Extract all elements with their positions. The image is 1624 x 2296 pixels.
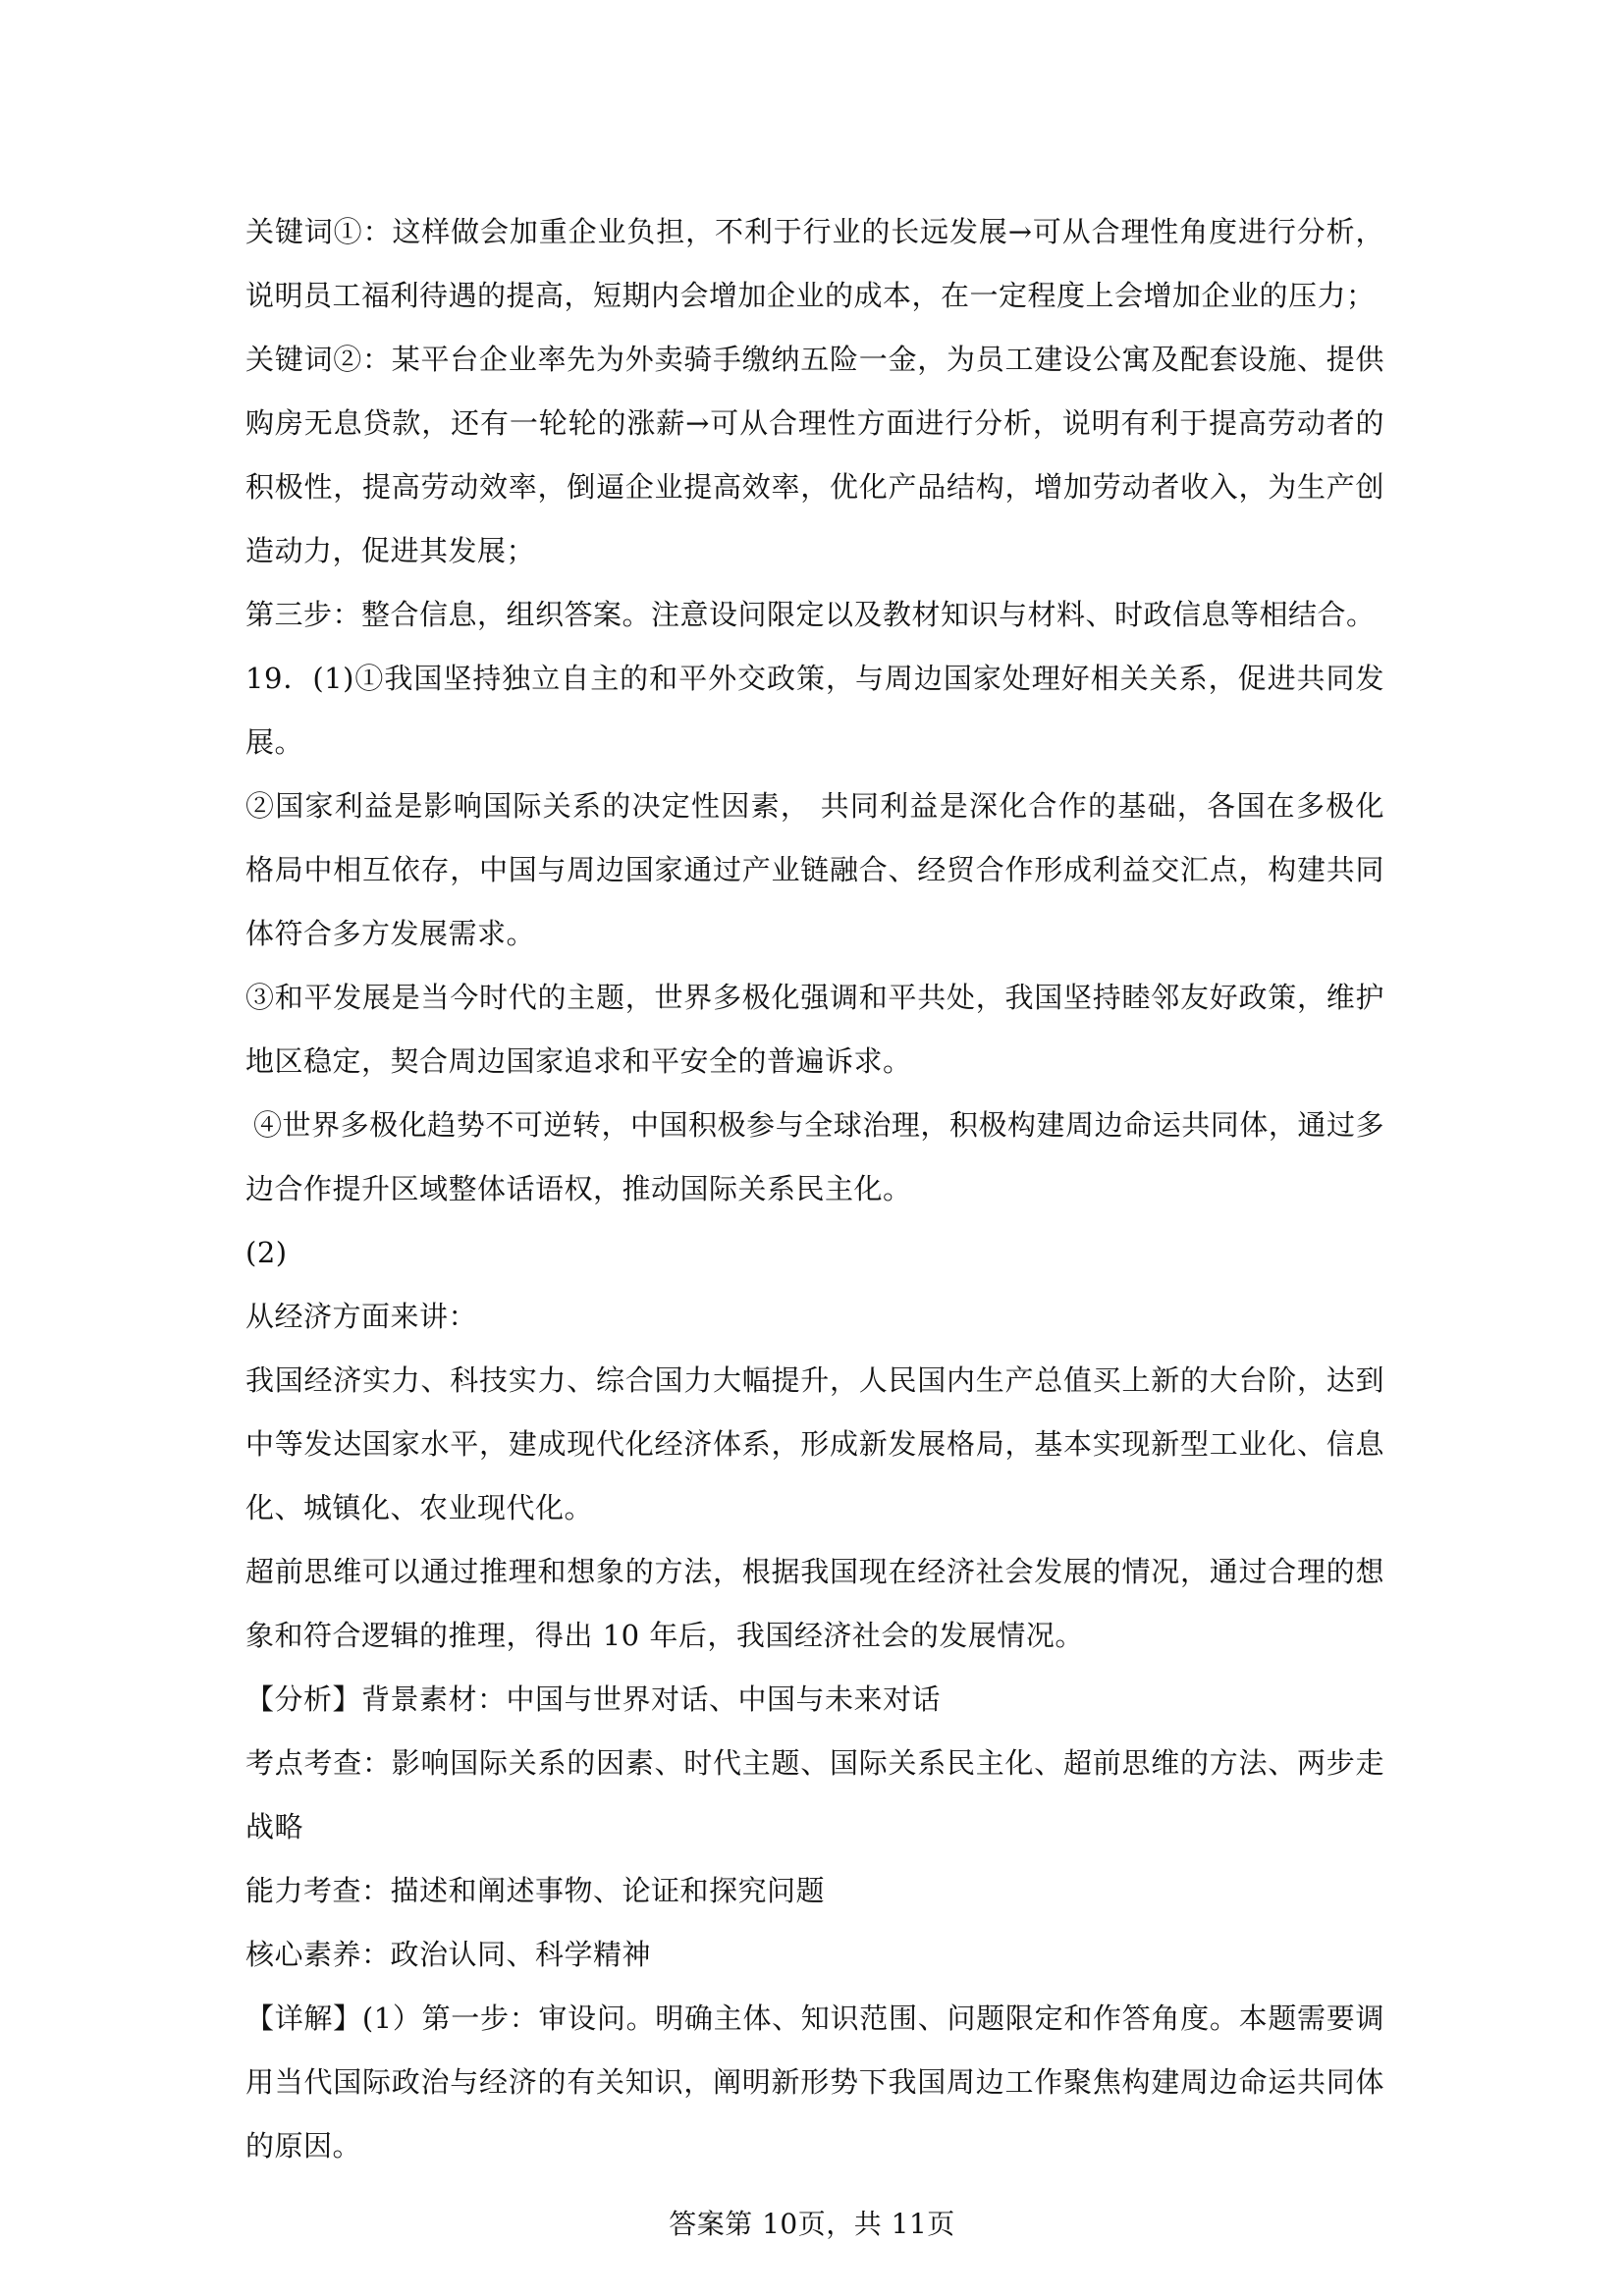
keyword-1-paragraph: 关键词①：这样做会加重企业负担，不利于行业的长远发展→可从合理性角度进行分析，说明员工福利待遇的提高，短期内会增加企业的成本，在一定程度上会增加企业的压力；	[245, 215, 1384, 312]
question-19-part-2-label: (2)	[245, 1236, 288, 1269]
forward-thinking-paragraph: 超前思维可以通过推理和想象的方法，根据我国现在经济社会发展的情况，通过合理的想象和符合逻辑的推理，得出 10 年后，我国经济社会的发展情况。	[245, 1555, 1384, 1652]
question-19-part-1-point-2: ②国家利益是影响国际关系的决定性因素， 共同利益是深化合作的基础，各国在多极化格局中相互依存，中国与周边国家通过产业链融合、经贸合作形成利益交汇点，构建共同体符合多方发展需求。	[245, 789, 1384, 950]
economic-aspect-paragraph: 我国经济实力、科技实力、综合国力大幅提升，人民国内生产总值买上新的大台阶，达到中等发达国家水平，建成现代化经济体系，形成新发展格局，基本实现新型工业化、信息化、城镇化、农业现代化。	[245, 1363, 1384, 1524]
economic-aspect-heading: 从经济方面来讲：	[245, 1300, 478, 1333]
keyword-2-paragraph: 关键词②：某平台企业率先为外卖骑手缴纳五险一金，为员工建设公寓及配套设施、提供购房无息贷款，还有一轮轮的涨薪→可从合理性方面进行分析，说明有利于提高劳动者的积极性，提高劳动效率，倒逼企业提高效率，优化产品结构，增加劳动者收入，为生产创造动力，促进其发展；	[245, 343, 1384, 567]
analysis-knowledge-points: 考点考查：影响国际关系的因素、时代主题、国际关系民主化、超前思维的方法、两步走战略	[245, 1746, 1384, 1843]
step-3-paragraph: 第三步：整合信息，组织答案。注意设问限定以及教材知识与材料、时政信息等相结合。	[245, 598, 1376, 631]
question-19-part-1-point-1: 19．(1)①我国坚持独立自主的和平外交政策，与周边国家处理好相关关系，促进共同发展。	[245, 662, 1384, 759]
page-footer: 答案第 10页，共 11页	[669, 2208, 955, 2240]
analysis-ability: 能力考查：描述和阐述事物、论证和探究问题	[245, 1874, 826, 1907]
answer-body	[245, 200, 1384, 2178]
detailed-explanation: 【详解】(1）第一步：审设问。明确主体、知识范围、问题限定和作答角度。本题需要调用当代国际政治与经济的有关知识，阐明新形势下我国周边工作聚焦构建周边命运共同体的原因。	[245, 2002, 1384, 2163]
analysis-background: 【分析】背景素材：中国与世界对话、中国与未来对话	[245, 1682, 942, 1716]
question-19-part-1-point-4: ④世界多极化趋势不可逆转，中国积极参与全球治理，积极构建周边命运共同体，通过多边合作提升区域整体话语权，推动国际关系民主化。	[245, 1108, 1384, 1205]
question-19-part-1-point-3: ③和平发展是当今时代的主题，世界多极化强调和平共处，我国坚持睦邻友好政策，维护地区稳定，契合周边国家追求和平安全的普遍诉求。	[245, 981, 1384, 1078]
analysis-core-literacy: 核心素养：政治认同、科学精神	[245, 1938, 652, 1971]
